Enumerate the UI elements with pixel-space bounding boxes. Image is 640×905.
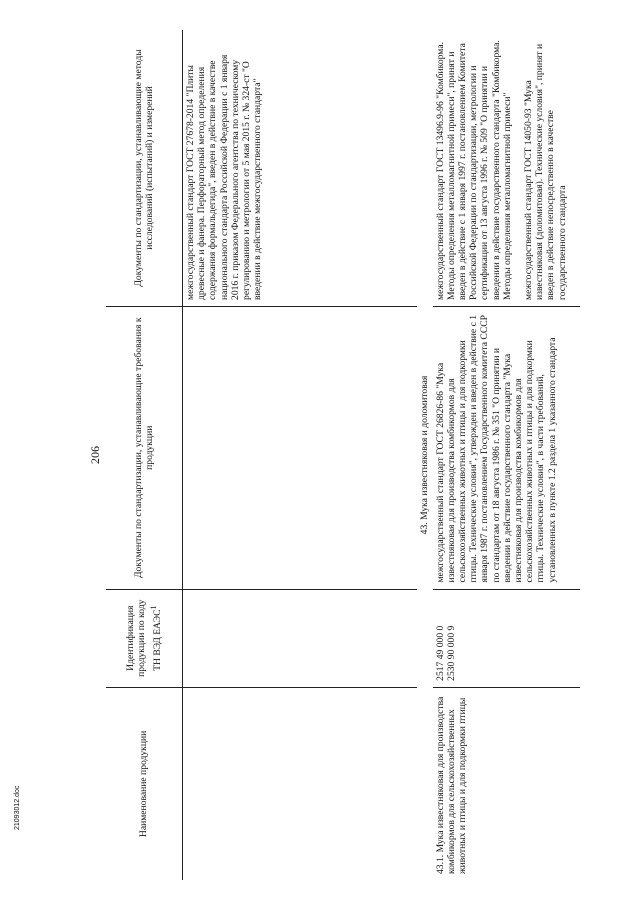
table-header-row (106, 30, 183, 880)
table-row-continued (183, 30, 266, 880)
table-row (433, 30, 580, 880)
rotated-page (60, 30, 568, 880)
product-name-cell (433, 687, 580, 880)
page-number: 206 (88, 446, 102, 464)
header-code (106, 589, 183, 687)
header-code-text: Идентификация продукции по коду ТН ВЭД ЕАЭС (125, 599, 163, 677)
item-number: 43.1. (434, 854, 446, 874)
methods-cell (433, 30, 580, 306)
method-standard: межгосударственный стандарт ГОСТ 13496.9-96 "Комбикорма. Методы определения металломагнитной примеси", принят и введен в действие с 1 января 1997 г. постановлением Комитета Российской Федерации по стандартизации, метрологии и сертификации от 13 августа 1996 г. № 509 "О принятии и введении в действие государственного стандарта "Комбикорма. Методы определения металломагнитной примеси" (434, 40, 513, 300)
section-heading-row (417, 30, 432, 880)
product-code: 2530 90 000 9 (445, 625, 457, 681)
row-spacer (265, 30, 417, 880)
standards-table (106, 30, 580, 880)
header-name: Наименование продукции (106, 687, 183, 880)
footer-file-code: 21093012.doc (14, 785, 21, 830)
section-title: 43. Мука известняковая и доломитовая (419, 375, 431, 535)
product-name: Мука известняковая для производства комбикормов для сельскохозяйственных животных и птицы и для подкормки птицы (434, 696, 469, 874)
method-standard: межгосударственный стандарт ГОСТ 14050-93 "Мука известняковая (доломитовая). Технические условия", принят и введен в действие непосредственно в качестве государственного стандарта (523, 43, 568, 300)
header-code-note: 1 (148, 605, 158, 610)
header-requirements: Документы по стандартизации, устанавливающие требования к продукции (106, 306, 183, 589)
header-methods: Документы по стандартизации, устанавливающие методы исследований (испытаний) и измерений (106, 30, 183, 306)
product-code-cell (433, 589, 580, 687)
product-code: 2517 49 000 0 (434, 625, 446, 681)
requirements-cell: межгосударственный стандарт ГОСТ 26826-86 "Мука известняковая для производства комбикормов для сельскохозяйственных животных и птицы и для подкормки птицы. Технические условия", утвержден и введен в действие с 1 января 1987 г. постановлением Государственного комитета СССР по стандартам от 18 августа 1986 г. № 351 "О принятии и введении в действие государственного стандарта "Мука известняковая для производства комбикормов для сельскохозяйственных животных и птицы и для подкормки птицы. Технические условия", в части требований, установленных в пункте 1.2 раздела 1 указанного стандарта (433, 306, 580, 589)
continued-methods-cell: межгосударственный стандарт ГОСТ 27678-2014 "Плиты древесные и фанера. Перфораторный метод определения содержания формальдегида", введен в действие в качестве национального стандарта Российской Федерации с 1 января 2016 г. приказом Федерального агентства по техническому регулированию и метрологии от 5 мая 2015 г. № 324-ст "О введении в действие межгосударственного стандарта" (183, 30, 266, 306)
